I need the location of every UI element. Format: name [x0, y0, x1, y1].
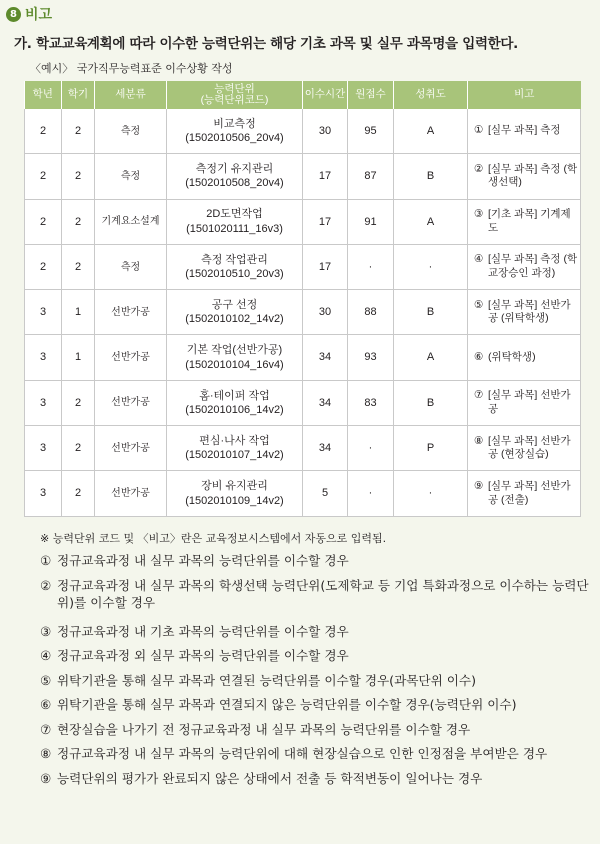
case-text: 정규교육과정 내 실무 과목의 능력단위에 대해 현장실습으로 인한 인정점을 부여받은 경우	[57, 746, 548, 761]
remark-text: [실무 과목] 측정	[488, 124, 561, 137]
remark-number: ⑤	[474, 298, 484, 311]
unit-name: 측정기 유지관리	[195, 163, 274, 176]
cell-competency-unit	[167, 426, 303, 471]
cell-competency-unit	[167, 335, 303, 380]
cell-achievement: A	[394, 335, 468, 380]
cell-subcategory: 선반가공	[95, 426, 167, 471]
cell-achievement: A	[394, 109, 468, 154]
case-number: ②	[40, 577, 52, 593]
header-competency-unit	[167, 81, 303, 109]
cell-remark	[468, 154, 581, 199]
unit-code: (1502010107_14v2)	[185, 449, 284, 462]
header-unit-line2: (능력단위코드)	[200, 94, 269, 106]
list-item	[40, 721, 590, 746]
cell-remark	[468, 471, 581, 516]
cell-grade: 3	[25, 335, 62, 380]
table-row	[25, 154, 581, 199]
cell-score: 95	[348, 109, 394, 154]
cell-hours: 34	[303, 380, 348, 425]
cell-grade: 3	[25, 380, 62, 425]
table-row	[25, 244, 581, 289]
list-item	[40, 745, 590, 770]
list-item	[40, 577, 590, 623]
cell-hours: 17	[303, 244, 348, 289]
cell-score: ·	[348, 471, 394, 516]
unit-code: (1502010109_14v2)	[185, 494, 284, 507]
cell-competency-unit	[167, 199, 303, 244]
table-row	[25, 290, 581, 335]
remark-text: [실무 과목] 측정 (학교장승인 과정)	[488, 253, 578, 280]
cell-hours: 30	[303, 109, 348, 154]
cell-semester: 1	[62, 290, 95, 335]
cell-grade: 2	[25, 199, 62, 244]
table-row	[25, 380, 581, 425]
case-number: ⑥	[40, 697, 52, 712]
cell-semester: 2	[62, 109, 95, 154]
case-text: 정규교육과정 내 기초 과목의 능력단위를 이수할 경우	[57, 623, 349, 639]
header-remark: 비고	[468, 81, 581, 109]
cell-score: 83	[348, 380, 394, 425]
remark-text: [실무 과목] 선반가공 (현장실습)	[488, 434, 571, 461]
case-number: ⑧	[40, 746, 52, 761]
unit-name: 2D도면작업	[206, 208, 263, 221]
cell-competency-unit	[167, 154, 303, 199]
header-hours: 이수시간	[303, 81, 348, 109]
cell-grade: 2	[25, 109, 62, 154]
remark-number: ①	[474, 124, 484, 137]
remark-text: [실무 과목] 선반가공 (전출)	[488, 479, 571, 506]
remark-number: ⑥	[474, 350, 484, 363]
unit-name: 공구 선정	[211, 299, 258, 312]
cell-score: ·	[348, 244, 394, 289]
cell-score: 91	[348, 199, 394, 244]
cell-remark	[468, 109, 581, 154]
cell-subcategory: 기계요소설계	[95, 199, 167, 244]
cell-hours: 30	[303, 290, 348, 335]
case-text: 위탁기관을 통해 실무 과목과 연결된 능력단위를 이수할 경우(과목단위 이수)	[57, 672, 476, 688]
table-row	[25, 426, 581, 471]
cell-achievement: P	[394, 426, 468, 471]
cell-semester: 2	[62, 380, 95, 425]
remark-number: ⑦	[474, 389, 484, 402]
cell-competency-unit	[167, 471, 303, 516]
case-text: 정규교육과정 외 실무 과목의 능력단위를 이수할 경우	[57, 648, 349, 663]
example-caption: 〈예시〉 국가직무능력표준 이수상황 작성	[30, 62, 233, 75]
section-header	[6, 4, 52, 24]
list-item	[40, 696, 590, 721]
cell-score: ·	[348, 426, 394, 471]
table-row	[25, 199, 581, 244]
cell-competency-unit	[167, 290, 303, 335]
cell-semester: 2	[62, 154, 95, 199]
remark-number: ②	[474, 162, 484, 175]
cell-subcategory: 선반가공	[95, 471, 167, 516]
remark-cases-list	[40, 552, 590, 794]
case-text: 정규교육과정 내 실무 과목의 학생선택 능력단위(도제학교 등 기업 특화과정으로 이수하는 능력단위)를 이수할 경우	[57, 577, 589, 611]
cell-semester: 2	[62, 199, 95, 244]
cell-hours: 34	[303, 426, 348, 471]
unit-code: (1502010106_14v2)	[185, 403, 284, 416]
cell-achievement: B	[394, 380, 468, 425]
cell-remark	[468, 290, 581, 335]
remark-number: ④	[474, 253, 484, 266]
cell-grade: 3	[25, 290, 62, 335]
table-body	[25, 109, 581, 516]
unit-code: (1501020111_16v3)	[186, 222, 283, 235]
section-title: 비고	[25, 7, 53, 23]
cell-subcategory: 측정	[95, 109, 167, 154]
cell-semester: 1	[62, 335, 95, 380]
cell-grade: 2	[25, 244, 62, 289]
table-row	[25, 471, 581, 516]
case-number: ⑦	[40, 721, 52, 737]
case-number: ④	[40, 648, 52, 663]
cell-achievement: B	[394, 154, 468, 199]
remark-text: [실무 과목] 측정 (학생선택)	[488, 162, 578, 189]
cell-competency-unit	[167, 244, 303, 289]
list-item	[40, 672, 590, 697]
unit-name: 편심·나사 작업	[199, 434, 270, 447]
unit-name: 홈·테이퍼 작업	[199, 389, 270, 402]
header-score: 원점수	[348, 81, 394, 109]
unit-code: (1502010510_20v3)	[185, 268, 284, 281]
list-item	[40, 770, 590, 795]
cell-score: 87	[348, 154, 394, 199]
remark-text: [실무 과목] 선반가공 (위탁학생)	[488, 298, 571, 325]
cell-achievement: ·	[394, 471, 468, 516]
remark-text: [실무 과목] 선반가공	[488, 389, 571, 415]
cell-achievement: A	[394, 199, 468, 244]
section-number-badge: 8	[6, 7, 21, 22]
case-number: ⑨	[40, 770, 52, 786]
cell-remark	[468, 335, 581, 380]
remark-text: (위탁학생)	[488, 350, 536, 363]
list-item	[40, 647, 590, 672]
cell-competency-unit	[167, 109, 303, 154]
cell-semester: 2	[62, 426, 95, 471]
cell-hours: 17	[303, 199, 348, 244]
unit-code: (1502010506_20v4)	[185, 132, 284, 145]
cell-competency-unit	[167, 380, 303, 425]
cell-grade: 2	[25, 154, 62, 199]
unit-code: (1502010102_14v2)	[185, 313, 284, 326]
cell-remark	[468, 426, 581, 471]
cell-score: 93	[348, 335, 394, 380]
header-grade: 학년	[25, 81, 62, 109]
cell-achievement: ·	[394, 244, 468, 289]
cell-hours: 34	[303, 335, 348, 380]
cell-remark	[468, 199, 581, 244]
unit-name: 장비 유지관리	[201, 480, 268, 493]
case-text: 정규교육과정 내 실무 과목의 능력단위를 이수할 경우	[57, 553, 349, 568]
unit-name: 기본 작업(선반가공)	[186, 344, 283, 357]
unit-name: 측정 작업관리	[201, 253, 268, 266]
header-semester: 학기	[62, 81, 95, 109]
cell-remark	[468, 244, 581, 289]
cell-subcategory: 선반가공	[95, 335, 167, 380]
cell-grade: 3	[25, 471, 62, 516]
cell-hours: 5	[303, 471, 348, 516]
case-number: ⑤	[40, 672, 52, 688]
case-number: ③	[40, 623, 52, 639]
case-text: 위탁기관을 통해 실무 과목과 연결되지 않은 능력단위를 이수할 경우(능력단위 이수)	[57, 697, 517, 712]
cell-grade: 3	[25, 426, 62, 471]
cell-semester: 2	[62, 471, 95, 516]
remark-number: ③	[474, 208, 484, 221]
cell-subcategory: 측정	[95, 244, 167, 289]
table-row	[25, 335, 581, 380]
cell-subcategory: 선반가공	[95, 290, 167, 335]
header-unit-line1: 능력단위	[214, 82, 255, 95]
cell-hours: 17	[303, 154, 348, 199]
table-row	[25, 109, 581, 154]
list-item	[40, 552, 590, 577]
remark-text: [기초 과목] 기계제도	[488, 208, 571, 234]
footnote: ※ 능력단위 코드 및 〈비고〉란은 교육정보시스템에서 자동으로 입력됨.	[40, 532, 387, 545]
cell-score: 88	[348, 290, 394, 335]
cell-subcategory: 측정	[95, 154, 167, 199]
cell-achievement: B	[394, 290, 468, 335]
unit-code: (1502010104_16v4)	[185, 358, 284, 371]
table-header-row	[25, 81, 581, 109]
case-number: ①	[40, 553, 52, 568]
header-achievement: 성취도	[394, 81, 468, 109]
competency-table	[24, 81, 581, 517]
unit-code: (1502010508_20v4)	[185, 177, 284, 190]
instruction-heading: 가. 학교교육계획에 따라 이수한 능력단위는 해당 기초 과목 및 실무 과목명을 입력한다.	[14, 36, 518, 52]
remark-number: ⑧	[474, 434, 484, 447]
unit-name: 비교측정	[213, 117, 256, 130]
cell-remark	[468, 380, 581, 425]
case-text: 현장실습을 나가기 전 정규교육과정 내 실무 과목의 능력단위를 이수할 경우	[57, 721, 471, 737]
remark-number: ⑨	[474, 479, 484, 492]
case-text: 능력단위의 평가가 완료되지 않은 상태에서 전출 등 학적변동이 일어나는 경우	[57, 770, 483, 786]
list-item	[40, 623, 590, 648]
cell-semester: 2	[62, 244, 95, 289]
header-subcategory: 세분류	[95, 81, 167, 109]
cell-subcategory: 선반가공	[95, 380, 167, 425]
